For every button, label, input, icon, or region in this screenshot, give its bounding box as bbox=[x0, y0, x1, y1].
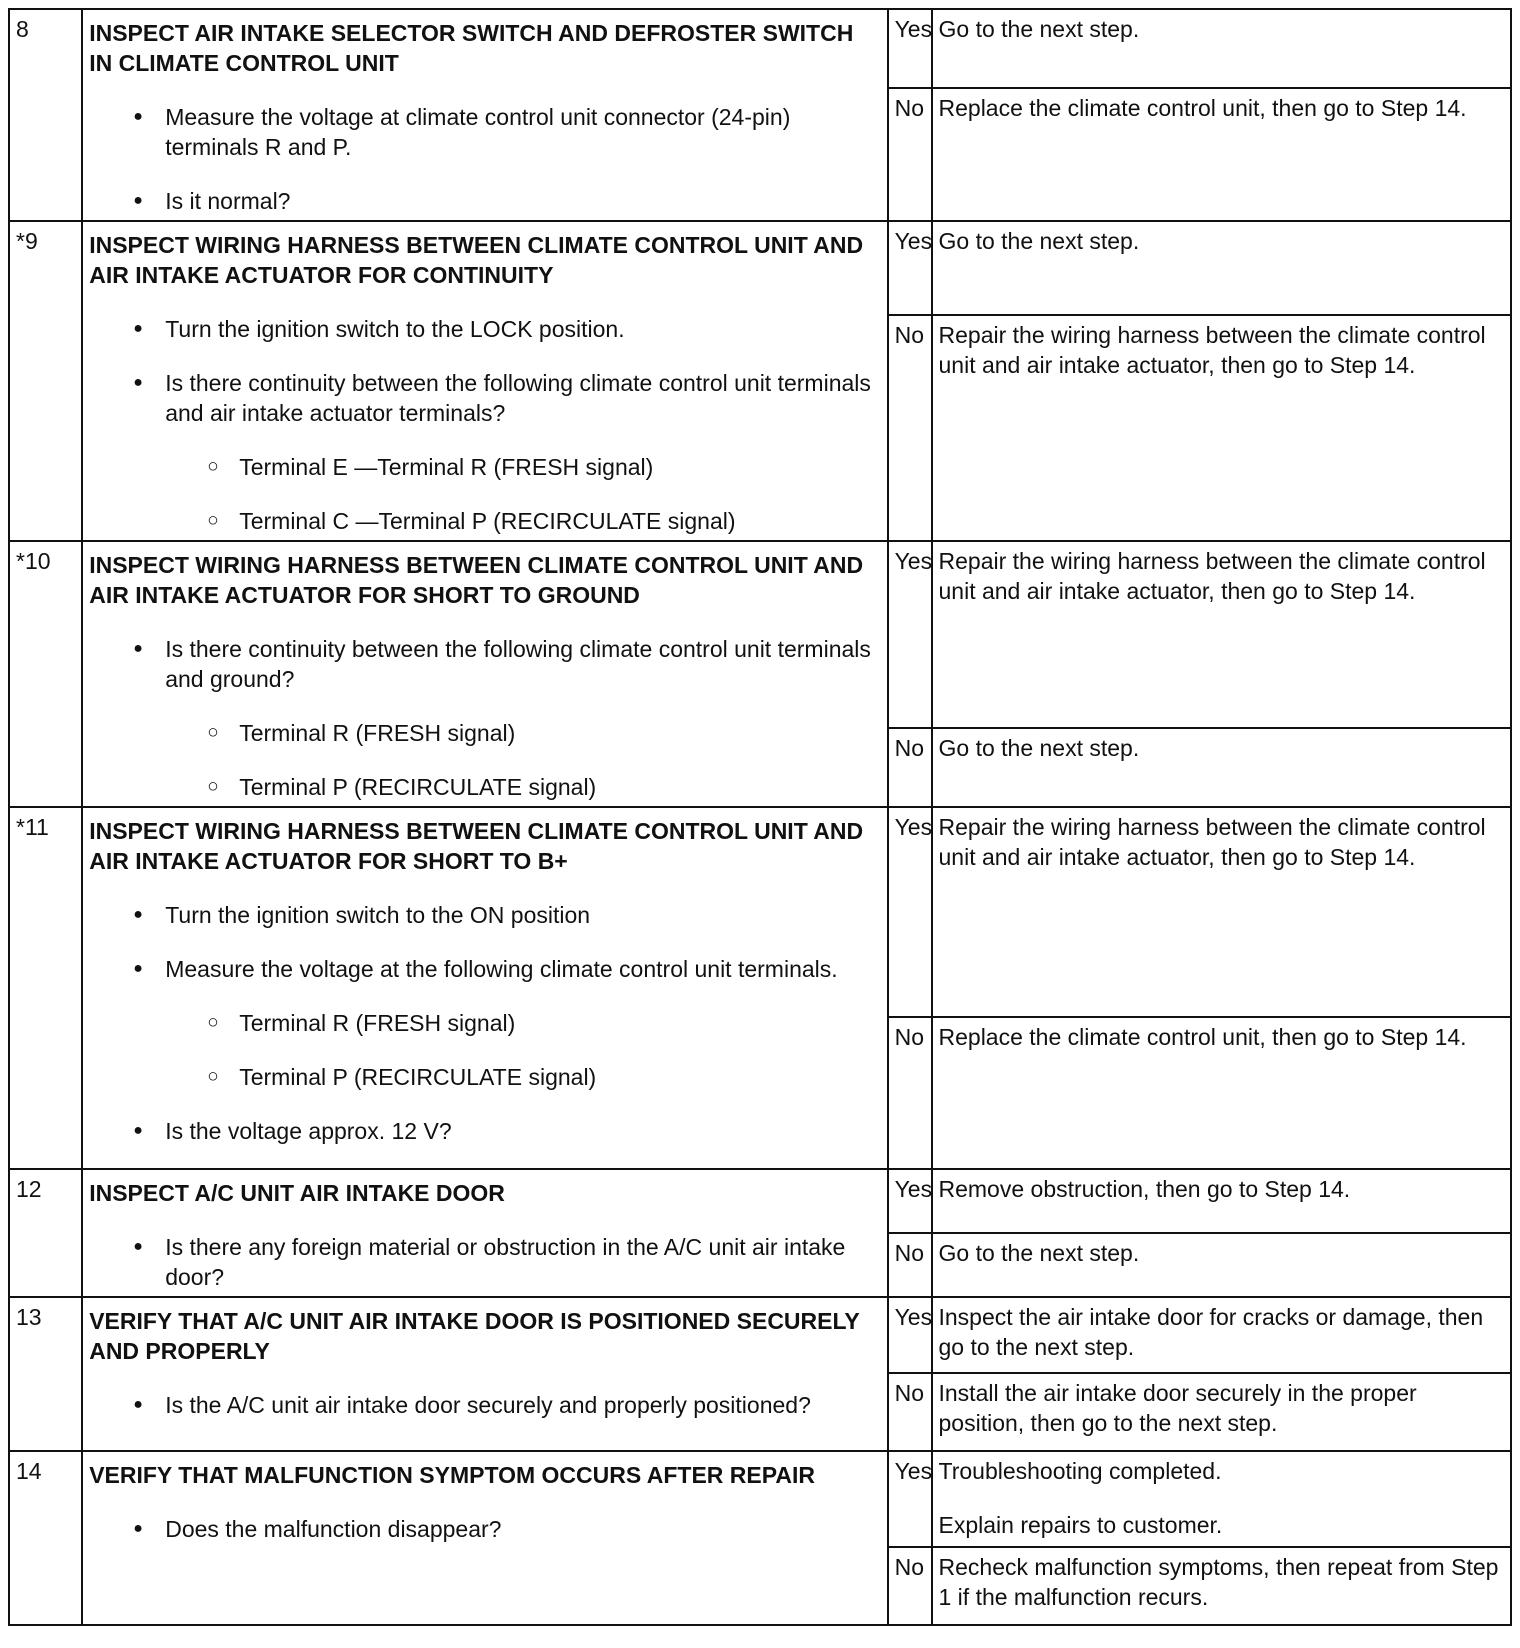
step-description bbox=[82, 1297, 887, 1451]
step-title: INSPECT A/C UNIT AIR INTAKE DOOR bbox=[89, 1180, 505, 1206]
step-title: VERIFY THAT A/C UNIT AIR INTAKE DOOR IS POSITIONED SECURELY AND PROPERLY bbox=[89, 1308, 860, 1364]
no-label: No bbox=[888, 1233, 932, 1297]
bullet-item: ● Measure the voltage at the following climate control unit terminals. bbox=[89, 954, 880, 984]
step-description bbox=[82, 1169, 887, 1297]
step-row bbox=[9, 1451, 1511, 1547]
no-label: No bbox=[888, 1373, 932, 1451]
no-label: No bbox=[888, 1017, 932, 1169]
no-action: Go to the next step. bbox=[932, 1233, 1512, 1297]
step-number: *10 bbox=[9, 541, 82, 807]
no-action: Repair the wiring harness between the climate control unit and air intake actuator, then go to Step 14. bbox=[932, 315, 1512, 541]
bullet-item: ● Turn the ignition switch to the LOCK position. bbox=[89, 314, 880, 344]
bullet-item: ● Is there continuity between the following climate control unit terminals and air intake actuator terminals? bbox=[89, 368, 880, 428]
yes-action: Repair the wiring harness between the climate control unit and air intake actuator, then go to Step 14. bbox=[932, 541, 1512, 728]
yes-label: Yes bbox=[888, 9, 932, 88]
step-number: 12 bbox=[9, 1169, 82, 1297]
sub-item: ○ Terminal P (RECIRCULATE signal) bbox=[89, 1062, 880, 1092]
step-row bbox=[9, 1169, 1511, 1233]
no-label: No bbox=[888, 1547, 932, 1625]
yes-action-line: Troubleshooting completed. bbox=[938, 1458, 1222, 1484]
yes-action: Repair the wiring harness between the climate control unit and air intake actuator, then go to Step 14. bbox=[932, 807, 1512, 1017]
step-row bbox=[9, 807, 1511, 1017]
no-label: No bbox=[888, 88, 932, 221]
step-description bbox=[82, 807, 887, 1169]
step-number: *9 bbox=[9, 221, 82, 541]
yes-action: Go to the next step. bbox=[932, 221, 1512, 315]
step-title: INSPECT AIR INTAKE SELECTOR SWITCH AND DEFROSTER SWITCH IN CLIMATE CONTROL UNIT bbox=[89, 20, 854, 76]
step-row bbox=[9, 9, 1511, 88]
step-description bbox=[82, 221, 887, 541]
no-action: Replace the climate control unit, then go to Step 14. bbox=[932, 1017, 1512, 1169]
step-description bbox=[82, 9, 887, 221]
step-description bbox=[82, 541, 887, 807]
bullet-item: ● Is the voltage approx. 12 V? bbox=[89, 1116, 880, 1146]
bullet-item: ● Is it normal? bbox=[89, 186, 880, 216]
bullet-item: ● Does the malfunction disappear? bbox=[89, 1514, 880, 1544]
yes-label: Yes bbox=[888, 541, 932, 728]
no-action: Recheck malfunction symptoms, then repeat from Step 1 if the malfunction recurs. bbox=[932, 1547, 1512, 1625]
bullet-item: ● Is the A/C unit air intake door securely and properly positioned? bbox=[89, 1390, 880, 1420]
bullet-item: ● Is there continuity between the following climate control unit terminals and ground? bbox=[89, 634, 880, 694]
yes-action bbox=[932, 1451, 1512, 1547]
yes-label: Yes bbox=[888, 807, 932, 1017]
step-row bbox=[9, 1297, 1511, 1373]
step-description bbox=[82, 1451, 887, 1625]
sub-item: ○ Terminal R (FRESH signal) bbox=[89, 1008, 880, 1038]
step-title: VERIFY THAT MALFUNCTION SYMPTOM OCCURS AFTER REPAIR bbox=[89, 1462, 815, 1488]
troubleshooting-table bbox=[8, 8, 1512, 1626]
no-action: Install the air intake door securely in the proper position, then go to the next step. bbox=[932, 1373, 1512, 1451]
step-row bbox=[9, 541, 1511, 728]
bullet-item: ● Is there any foreign material or obstruction in the A/C unit air intake door? bbox=[89, 1232, 880, 1292]
yes-label: Yes bbox=[888, 1169, 932, 1233]
yes-action: Inspect the air intake door for cracks or damage, then go to the next step. bbox=[932, 1297, 1512, 1373]
yes-action-line: Explain repairs to customer. bbox=[938, 1512, 1223, 1538]
sub-item: ○ Terminal R (FRESH signal) bbox=[89, 718, 880, 748]
step-number: *11 bbox=[9, 807, 82, 1169]
step-row bbox=[9, 221, 1511, 315]
no-action: Go to the next step. bbox=[932, 728, 1512, 807]
step-number: 13 bbox=[9, 1297, 82, 1451]
sub-item: ○ Terminal C —Terminal P (RECIRCULATE signal) bbox=[89, 506, 880, 536]
step-number: 14 bbox=[9, 1451, 82, 1625]
bullet-item: ● Turn the ignition switch to the ON position bbox=[89, 900, 880, 930]
sub-item: ○ Terminal E —Terminal R (FRESH signal) bbox=[89, 452, 880, 482]
yes-label: Yes bbox=[888, 1297, 932, 1373]
yes-action: Remove obstruction, then go to Step 14. bbox=[932, 1169, 1512, 1233]
sub-item: ○ Terminal P (RECIRCULATE signal) bbox=[89, 772, 880, 802]
yes-label: Yes bbox=[888, 221, 932, 315]
yes-label: Yes bbox=[888, 1451, 932, 1547]
step-title: INSPECT WIRING HARNESS BETWEEN CLIMATE CONTROL UNIT AND AIR INTAKE ACTUATOR FOR CONTINUITY bbox=[89, 232, 864, 288]
bullet-item: ● Measure the voltage at climate control unit connector (24-pin) terminals R and P. bbox=[89, 102, 880, 162]
step-title: INSPECT WIRING HARNESS BETWEEN CLIMATE CONTROL UNIT AND AIR INTAKE ACTUATOR FOR SHORT TO B+ bbox=[89, 818, 864, 874]
no-label: No bbox=[888, 315, 932, 541]
step-number: 8 bbox=[9, 9, 82, 221]
no-action: Replace the climate control unit, then go to Step 14. bbox=[932, 88, 1512, 221]
no-label: No bbox=[888, 728, 932, 807]
step-title: INSPECT WIRING HARNESS BETWEEN CLIMATE CONTROL UNIT AND AIR INTAKE ACTUATOR FOR SHORT TO GROUND bbox=[89, 552, 864, 608]
yes-action: Go to the next step. bbox=[932, 9, 1512, 88]
